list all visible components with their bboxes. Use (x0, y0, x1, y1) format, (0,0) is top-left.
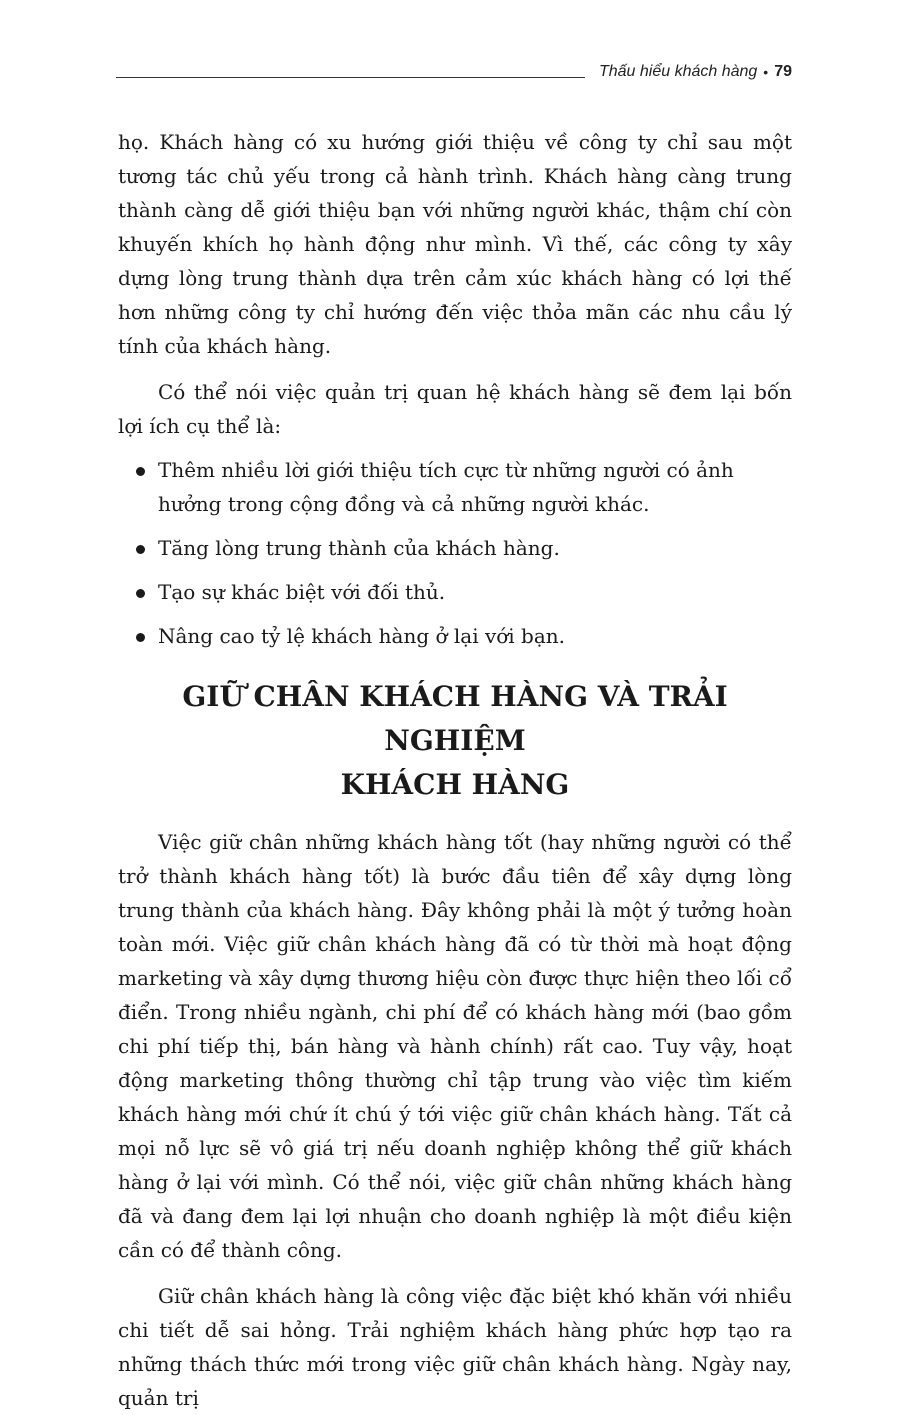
list-item-text: Tạo sự khác biệt với đối thủ. (158, 580, 446, 604)
list-item (118, 619, 792, 653)
header-title: Thấu hiểu khách hàng (598, 63, 758, 80)
list-item (118, 531, 792, 565)
paragraph-retention-challenges: Giữ chân khách hàng là công việc đặc biệt khó khăn với nhiều chi tiết dễ sai hỏng. Trải nghiệm khách hàng phức hợp tạo ra những thách thức mới trong việc giữ chân khách hàng. Ngày nay, quản trị (118, 1284, 792, 1410)
running-header (116, 60, 792, 84)
list-item-text: Nâng cao tỷ lệ khách hàng ở lại với bạn. (158, 624, 566, 648)
page-number: 79 (774, 63, 792, 80)
header-separator: • (763, 64, 769, 80)
paragraph-continued: họ. Khách hàng có xu hướng giới thiệu về công ty chỉ sau một tương tác chủ yếu trong cả hành trình. Khách hàng càng trung thành càng dễ giới thiệu bạn với những người khác, thậm chí còn khuyến khích họ hành động như mình. Vì thế, các công ty xây dựng lòng trung thành dựa trên cảm xúc khách hàng có lợi thế hơn những công ty chỉ hướng đến việc thỏa mãn các nhu cầu lý tính của khách hàng. (118, 130, 792, 358)
section-heading (118, 675, 792, 807)
benefits-list (118, 453, 792, 653)
list-item-text: Tăng lòng trung thành của khách hàng. (158, 536, 560, 560)
list-item-text: Thêm nhiều lời giới thiệu tích cực từ những người có ảnh hưởng trong cộng đồng và cả những người khác. (158, 458, 734, 516)
section-heading-line-1: GIỮ CHÂN KHÁCH HÀNG VÀ TRẢI NGHIỆM (182, 680, 728, 757)
header-rule (116, 77, 585, 78)
section-heading-line-2: KHÁCH HÀNG (340, 768, 570, 801)
paragraph-retention: Việc giữ chân những khách hàng tốt (hay những người có thể trở thành khách hàng tốt) là bước đầu tiên để xây dựng lòng trung thành của khách hàng. Đây không phải là một ý tưởng hoàn toàn mới. Việc giữ chân khách hàng đã có từ thời mà hoạt động marketing và xây dựng thương hiệu còn được thực hiện theo lối cổ điển. Trong nhiều ngành, chi phí để có khách hàng mới (bao gồm chi phí tiếp thị, bán hàng và hành chính) rất cao. Tuy vậy, hoạt động marketing thông thường chỉ tập trung vào việc tìm kiếm khách hàng mới chứ ít chú ý tới việc giữ chân khách hàng. Tất cả mọi nỗ lực sẽ vô giá trị nếu doanh nghiệp không thể giữ khách hàng ở lại với mình. Có thể nói, việc giữ chân những khách hàng đã và đang đem lại lợi nhuận cho doanh nghiệp là một điều kiện cần có để thành công. (118, 830, 792, 1262)
bullet-icon (136, 467, 145, 476)
list-item (118, 453, 792, 521)
bullet-icon (136, 633, 145, 642)
list-item (118, 575, 792, 609)
body-text (118, 125, 792, 1415)
bullet-icon (136, 545, 145, 554)
bullet-icon (136, 589, 145, 598)
paragraph-benefits-intro: Có thể nói việc quản trị quan hệ khách hàng sẽ đem lại bốn lợi ích cụ thể là: (118, 380, 792, 438)
